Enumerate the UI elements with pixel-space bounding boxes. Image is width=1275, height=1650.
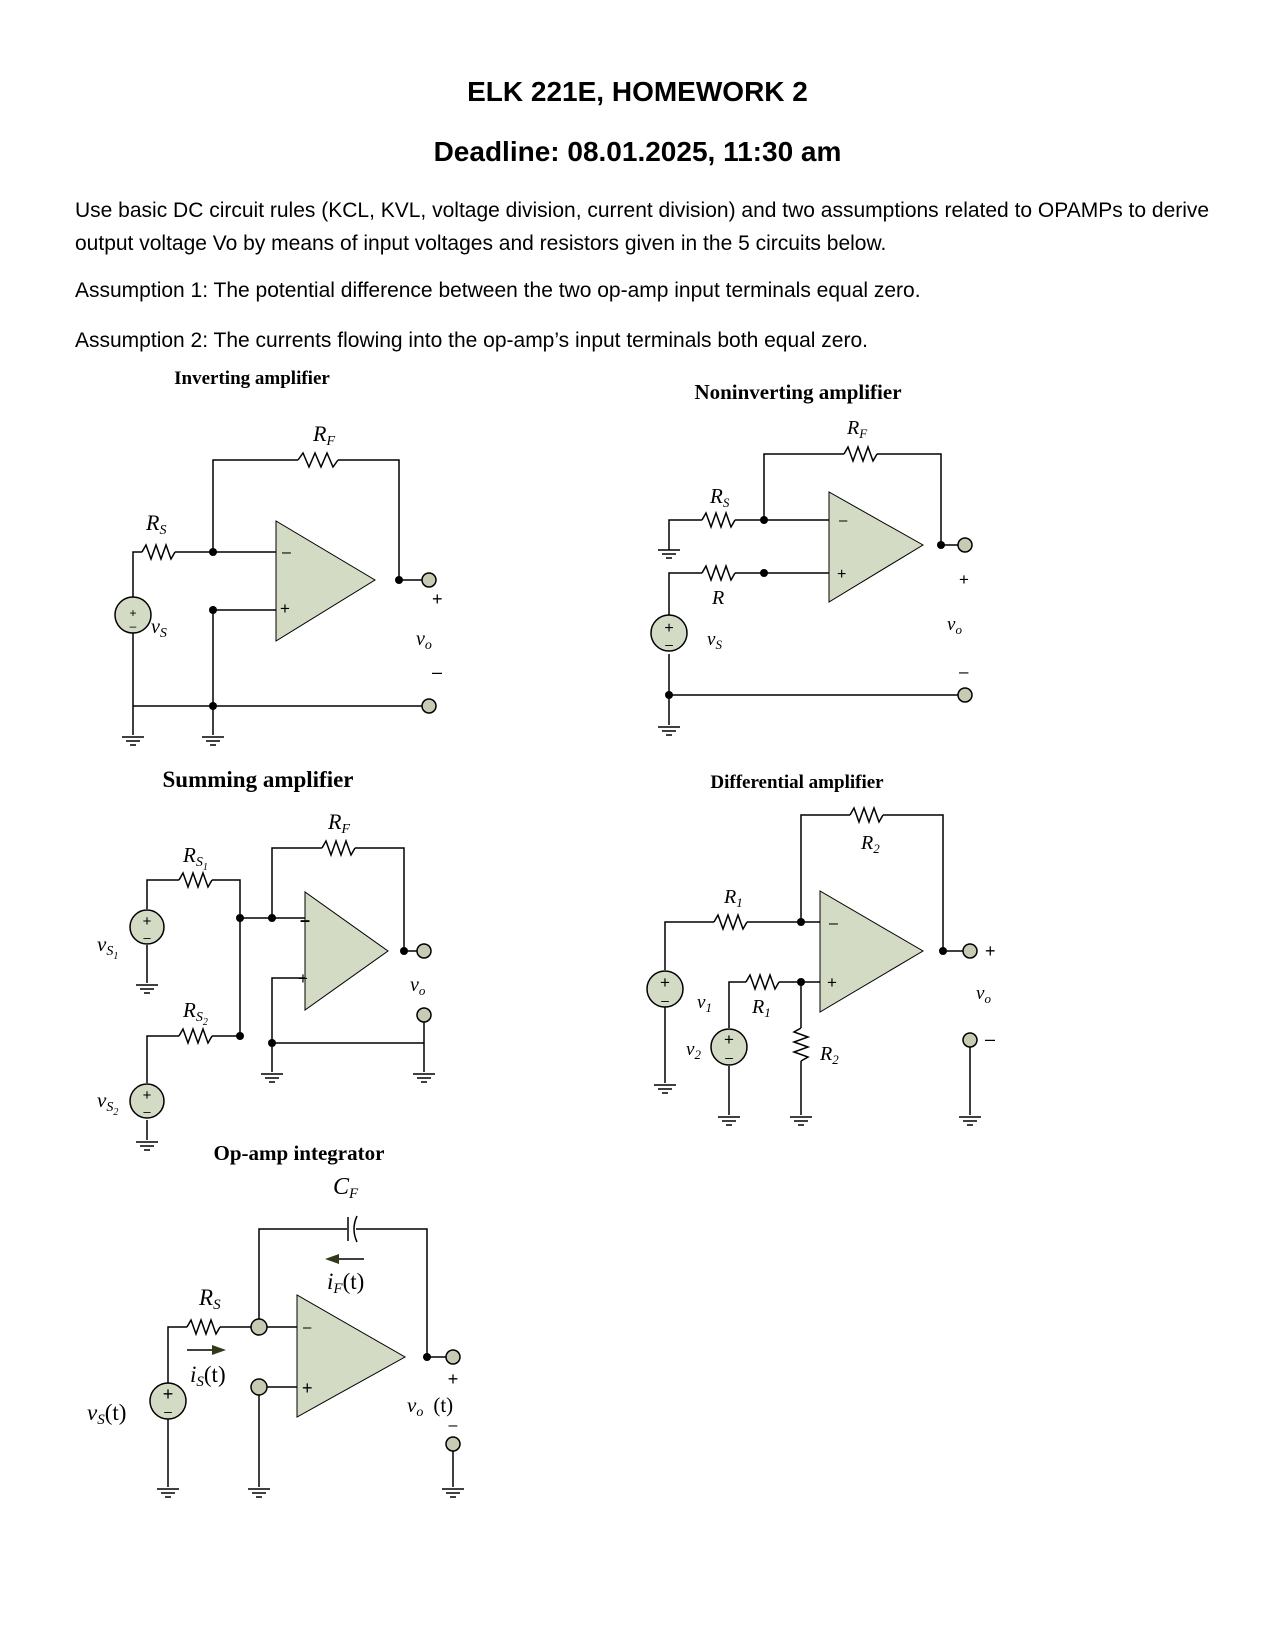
svg-text:vS1: vS1 xyxy=(97,932,119,962)
svg-text:R1: $R_1$ xyxy=(752,996,771,1020)
vo-minus-terminal xyxy=(963,1033,977,1047)
r1-top-resistor xyxy=(714,915,747,929)
assumption-2: Assumption 2: The currents flowing into the op-amp’s input terminals both equal zero. xyxy=(75,329,868,352)
svg-text:+: + xyxy=(827,973,837,992)
svg-text:–: – xyxy=(129,619,137,633)
svg-text:+: + xyxy=(142,913,152,930)
svg-text:RS: RS xyxy=(146,510,167,538)
input-node xyxy=(251,1319,267,1335)
summing-amplifier xyxy=(130,767,435,1150)
integrator-title: Op-amp integrator xyxy=(213,1141,385,1165)
opamp xyxy=(305,892,388,1010)
svg-text:–: – xyxy=(164,1403,172,1419)
svg-text:R2: $R_2$ xyxy=(861,832,880,856)
svg-text:v2: $v_2$ xyxy=(686,1039,701,1062)
svg-text:+: + xyxy=(162,1384,174,1404)
svg-text:–: – xyxy=(303,1319,312,1336)
svg-text:vo: $v_o$ xyxy=(947,614,962,637)
summing-title: Summing amplifier xyxy=(162,767,354,792)
rs-resistor xyxy=(187,1320,220,1334)
rs1-resistor xyxy=(179,873,212,887)
svg-text:vo(t): vo (t) xyxy=(407,1393,454,1420)
svg-text:+: + xyxy=(280,599,290,618)
svg-text:+: + xyxy=(447,1369,459,1389)
integrator-labels xyxy=(87,1174,458,1434)
r2-feedback-resistor xyxy=(850,808,883,822)
vo-minus-terminal xyxy=(417,1008,431,1022)
svg-text:vo: $v_o$ xyxy=(410,974,426,998)
svg-text:vS(t): vS(t) xyxy=(87,1400,127,1428)
svg-text:–: – xyxy=(985,1029,996,1049)
differential-title: Differential amplifier xyxy=(710,772,884,793)
vo-plus-terminal xyxy=(963,944,977,958)
svg-text:+: + xyxy=(660,973,670,992)
inverting-title: Inverting amplifier xyxy=(174,368,330,389)
svg-text:vS: $v_S$ xyxy=(151,616,167,641)
vo-plus-terminal xyxy=(422,573,436,587)
svg-text:RS2: RS2 xyxy=(183,998,208,1028)
svg-text:–: – xyxy=(143,1104,151,1119)
rf-resistor xyxy=(298,453,338,467)
r1-bottom-resistor xyxy=(746,975,779,989)
svg-text:–: – xyxy=(661,992,669,1008)
vo-plus-terminal xyxy=(958,538,972,552)
svg-text:–: – xyxy=(143,930,151,945)
svg-text:RS: RS xyxy=(710,484,730,510)
opamp xyxy=(276,521,375,641)
svg-text:+: + xyxy=(142,1087,152,1104)
svg-text:RF: $R_F$ xyxy=(847,417,868,441)
svg-text:+: + xyxy=(129,606,137,620)
vo-plus-terminal xyxy=(417,944,431,958)
svg-text:–: – xyxy=(829,915,838,932)
svg-text:+: + xyxy=(432,589,443,609)
inverting-amplifier xyxy=(115,368,436,745)
document-title: ELK 221E, HOMEWORK 2 xyxy=(467,76,808,107)
r2-ground-resistor xyxy=(794,1028,808,1061)
noninverting-labels xyxy=(664,417,969,681)
svg-text:–: – xyxy=(959,662,969,681)
svg-text:iF(t): iF(t) xyxy=(327,1269,365,1297)
rf-resistor xyxy=(322,841,355,855)
opamp xyxy=(297,1295,405,1417)
svg-text:RF: RF xyxy=(328,809,351,837)
svg-text:vo: $v_o$ xyxy=(416,628,432,653)
opamp xyxy=(829,492,923,602)
rs-resistor xyxy=(702,513,735,527)
r-resistor xyxy=(702,566,735,580)
svg-text:–: – xyxy=(448,1417,458,1434)
rs-resistor xyxy=(142,545,175,559)
svg-text:iS(t): iS(t) xyxy=(190,1362,226,1390)
svg-text:+: + xyxy=(985,941,996,961)
vo-minus-terminal xyxy=(422,699,436,713)
svg-text:vo: $v_o$ xyxy=(976,983,991,1006)
svg-text:vS2: vS2 xyxy=(97,1088,119,1118)
vo-minus-terminal xyxy=(958,688,972,702)
svg-text:–: – xyxy=(432,662,443,682)
svg-text:RF: RF xyxy=(313,421,336,449)
deadline: Deadline: 08.01.2025, 11:30 am xyxy=(433,136,842,167)
svg-text:+: + xyxy=(724,1030,734,1049)
vo-minus-terminal xyxy=(446,1437,460,1451)
svg-text:R: R xyxy=(712,587,725,609)
opamp xyxy=(820,891,923,1012)
rs2-resistor xyxy=(179,1029,212,1043)
svg-text:+: + xyxy=(959,570,969,589)
svg-text:–: – xyxy=(839,512,848,529)
differential-amplifier xyxy=(647,772,981,1125)
svg-text:+: + xyxy=(837,566,847,583)
noninv-node xyxy=(251,1379,267,1395)
svg-text:–: – xyxy=(665,636,673,652)
svg-text:RS: RS xyxy=(199,1285,221,1313)
svg-text:–: – xyxy=(282,544,291,561)
noninverting-amplifier xyxy=(651,380,972,735)
svg-text:–: – xyxy=(725,1049,733,1065)
instructions-paragraph: Use basic DC circuit rules (KCL, KVL, voltage division, current division) and two assumptions related to OPAMPs to derive output voltage Vo by means of input voltages and resistors given in the 5 circuits below. xyxy=(75,199,1210,255)
svg-text:+: + xyxy=(302,1378,313,1398)
noninverting-title: Noninverting amplifier xyxy=(694,380,902,404)
svg-text:vS: $v_S$ xyxy=(707,629,722,652)
svg-text:CF: CF xyxy=(333,1174,359,1202)
svg-text:RS1: RS1 xyxy=(183,843,208,873)
rf-resistor xyxy=(844,447,877,461)
svg-text:+: + xyxy=(298,969,308,988)
svg-text:R1: $R_1$ xyxy=(724,886,743,910)
svg-text:R2: $R_2$ xyxy=(820,1043,839,1067)
svg-text:v1: $v_1$ xyxy=(697,992,712,1015)
svg-text:–: – xyxy=(300,910,311,930)
svg-text:+: + xyxy=(664,620,674,637)
assumption-1: Assumption 1: The potential difference between the two op-amp input terminals equal zero. xyxy=(75,279,921,302)
vo-plus-terminal xyxy=(446,1350,460,1364)
